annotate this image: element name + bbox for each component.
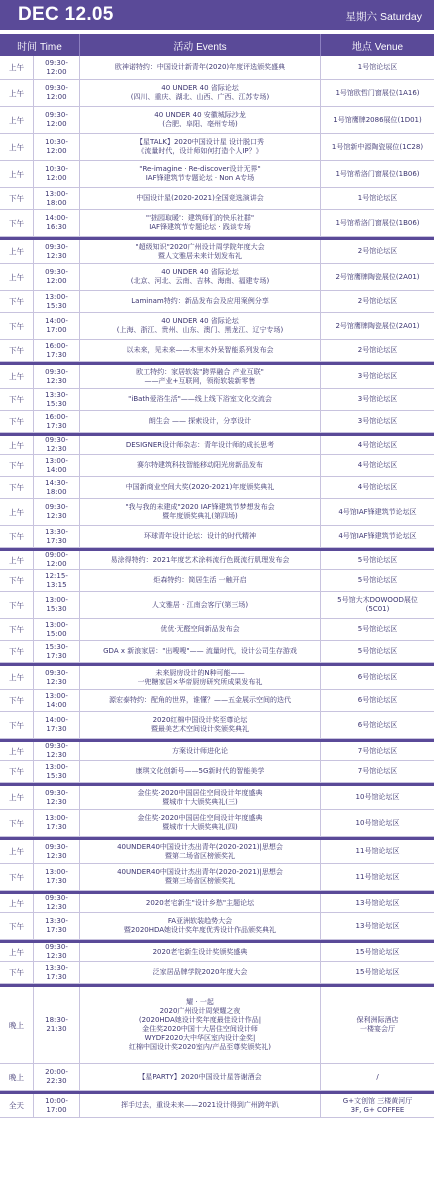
row-period: 下午	[0, 864, 34, 890]
table-row	[0, 570, 434, 592]
row-venue: 5号馆论坛区	[357, 555, 398, 564]
header-events: 活动 Events	[80, 34, 321, 56]
row-event: 人文雅居 · 江南会客厅(第三场)	[80, 592, 321, 618]
row-period: 晚上	[0, 1064, 34, 1090]
row-time: 16:00-17:30	[34, 411, 80, 432]
row-event: DESIGNER设计师杂志：青年设计师的成长思考	[80, 436, 321, 454]
row-period: 下午	[0, 712, 34, 738]
table-row	[0, 455, 434, 477]
row-period: 上午	[0, 499, 34, 525]
row-time: 13:00-17:30	[34, 810, 80, 836]
table-row	[0, 313, 434, 340]
row-venue: 2号馆鹰牌陶瓷展位(2A01)	[335, 272, 420, 281]
row-period: 下午	[0, 210, 34, 236]
row-event: "iBath爱浴生活"——线上线下浴室文化交流会	[80, 389, 321, 410]
table-row	[0, 526, 434, 548]
row-period: 上午	[0, 666, 34, 689]
row-event: FA亚洲软装趋势大会 暨2020HDA她设计奖年度优秀设计作品颁奖典礼	[80, 913, 321, 939]
row-venue: 11号馆论坛区	[355, 847, 400, 855]
table-row	[0, 389, 434, 411]
row-period: 下午	[0, 313, 34, 339]
table-row	[0, 134, 434, 161]
table-row	[0, 739, 434, 761]
row-venue: 1号馆论坛区	[357, 194, 398, 202]
row-time: 13:30-17:30	[34, 913, 80, 939]
row-period: 上午	[0, 107, 34, 133]
row-time: 13:00-14:00	[34, 690, 80, 711]
row-event: 易涂得特约：2021年度艺术涂料流行色既流行肌理发布会	[80, 551, 321, 569]
row-venue: 7号馆论坛区	[357, 767, 398, 775]
row-time: 09:30-12:30	[34, 436, 80, 454]
row-event: "Re-imagine · Re-discover设计无界" IAF锋建筑节专题论坛 · Non A专场	[80, 161, 321, 187]
row-time: 10:30-12:00	[34, 161, 80, 187]
table-row	[0, 592, 434, 619]
table-row	[0, 237, 434, 264]
row-time: 09:00-12:00	[34, 551, 80, 569]
row-venue: 3号馆论坛区	[357, 395, 398, 403]
table-row	[0, 891, 434, 913]
row-time: 13:00-17:30	[34, 864, 80, 890]
row-period: 下午	[0, 962, 34, 983]
date-title: DEC 12.05	[18, 4, 114, 25]
schedule-table-body	[0, 56, 434, 1118]
row-period: 晚上	[0, 987, 34, 1063]
row-time: 09:30-12:30	[34, 742, 80, 760]
row-period: 下午	[0, 641, 34, 662]
row-period: 上午	[0, 80, 34, 106]
row-venue: 5号馆论坛区	[357, 625, 398, 633]
row-time: 09:30-12:30	[34, 840, 80, 863]
row-venue: 5号馆大木DOWOOD展位 (5C01)	[337, 596, 418, 613]
row-venue: 5号馆论坛区	[357, 576, 398, 584]
row-venue: 10号馆论坛区	[355, 793, 400, 801]
table-row	[0, 619, 434, 641]
table-row	[0, 940, 434, 962]
row-event: 耀 · 一起 2020广州设计周荣耀之夜 (2020HDA她设计奖年度最佳设计作品| 金住奖2020中国十大居住空间设计师 WYDF2020大中华区室内设计金奖| 红棉中国设计奖2020室内/产品至尊奖颁奖礼)	[80, 987, 321, 1063]
row-period: 下午	[0, 913, 34, 939]
row-event: 赛尔特建筑科技智能移动阳光房新品发布	[80, 455, 321, 476]
row-period: 下午	[0, 526, 34, 547]
table-row	[0, 362, 434, 389]
table-row	[0, 864, 434, 891]
row-event: 金住奖·2020中国居住空间设计年度盛典 暨城市十大颁奖典礼(四)	[80, 810, 321, 836]
table-row	[0, 783, 434, 810]
row-time: 13:00-15:00	[34, 619, 80, 640]
table-row	[0, 56, 434, 80]
row-venue: 2号馆论坛区	[357, 247, 398, 255]
row-period: 上午	[0, 786, 34, 809]
row-venue: 6号馆论坛区	[357, 720, 398, 729]
row-period: 上午	[0, 742, 34, 760]
table-row	[0, 548, 434, 570]
row-time: 09:30-12:30	[34, 894, 80, 912]
row-time: 10:30-12:00	[34, 134, 80, 160]
row-venue: 4号馆IAF锋建筑节论坛区	[338, 532, 417, 540]
row-venue: 1号馆欧哲门窗展位(1A16)	[335, 88, 420, 97]
header-time: 时间 Time	[0, 34, 80, 56]
row-period: 上午	[0, 436, 34, 454]
row-time: 09:30-12:30	[34, 240, 80, 263]
row-venue: 13号馆论坛区	[355, 898, 400, 907]
row-event: 未来厨房设计的N种可能—— 一兜糖家居×华帝厨房研究所成果发布礼	[80, 666, 321, 689]
row-event: 40 UNDER 40 省际论坛 (上海、浙江、贵州、山东、澳门、黑龙江、辽宁专场)	[80, 313, 321, 339]
row-event: 2020老宅新生"设计乡愁"主题论坛	[80, 894, 321, 912]
row-period: 全天	[0, 1094, 34, 1117]
table-row	[0, 340, 434, 362]
row-time: 09:30-12:30	[34, 943, 80, 961]
row-venue: 1号馆新中源陶瓷展位(1C28)	[331, 142, 424, 151]
row-event: 金住奖·2020中国居住空间设计年度盛典 暨城市十大颁奖典礼(三)	[80, 786, 321, 809]
row-time: 13:30-17:30	[34, 526, 80, 547]
row-period: 上午	[0, 240, 34, 263]
table-row	[0, 433, 434, 455]
row-period: 下午	[0, 477, 34, 498]
row-venue: 4号馆论坛区	[357, 483, 398, 491]
row-period: 上午	[0, 840, 34, 863]
row-event: 中国设计星(2020-2021)全国竞选演讲会	[80, 188, 321, 209]
row-period: 上午	[0, 365, 34, 388]
table-row	[0, 962, 434, 984]
row-venue: 4号馆论坛区	[357, 440, 398, 449]
row-event: 2020红棉中国设计奖至尊论坛 暨最美艺术空间设计奖颁奖典礼	[80, 712, 321, 738]
row-venue: 15号馆论坛区	[355, 947, 400, 956]
table-row	[0, 161, 434, 188]
row-period: 上午	[0, 56, 34, 79]
row-venue: 3号馆论坛区	[357, 417, 398, 425]
row-period: 上午	[0, 161, 34, 187]
row-period: 下午	[0, 810, 34, 836]
row-event: 以未来，见未来——木里木外呆智能系列发布会	[80, 340, 321, 361]
row-period: 下午	[0, 570, 34, 591]
row-event: 环球青年设计论坛：设计的时代精神	[80, 526, 321, 547]
row-venue: 2号馆鹰牌陶瓷展位(2A01)	[335, 321, 420, 330]
row-time: 13:00-14:00	[34, 455, 80, 476]
row-time: 12:15-13:15	[34, 570, 80, 591]
row-venue: 13号馆论坛区	[355, 921, 400, 930]
row-event: 泛家居品牌学院2020年度大会	[80, 962, 321, 983]
table-row	[0, 264, 434, 291]
row-time: 09:30-12:30	[34, 666, 80, 689]
row-event: 欧神诺特约：中国设计新青年(2020)年度评选颁奖盛典	[80, 56, 321, 79]
row-event: 40 UNDER 40 省际论坛 (北京、河北、云南、吉林、海南、福建专场)	[80, 264, 321, 290]
table-row	[0, 188, 434, 210]
row-period: 上午	[0, 551, 34, 569]
row-time: 13:00-15:30	[34, 761, 80, 782]
row-time: 14:30-18:00	[34, 477, 80, 498]
row-time: 14:00-16:30	[34, 210, 80, 236]
table-row	[0, 1064, 434, 1091]
row-time: 13:00-15:30	[34, 592, 80, 618]
row-time: 14:00-17:00	[34, 313, 80, 339]
row-period: 上午	[0, 943, 34, 961]
row-time: 18:30-21:30	[34, 987, 80, 1063]
table-row	[0, 761, 434, 783]
row-event: 欧工特约：家居软装"跨界融合 产业互联" ——产业+互联网，领衔软装新零售	[80, 365, 321, 388]
table-row	[0, 837, 434, 864]
row-period: 下午	[0, 455, 34, 476]
row-time: 09:30-12:00	[34, 56, 80, 79]
row-event: 康琪文化创新号——5G新时代的智能美学	[80, 761, 321, 782]
row-venue: 6号馆论坛区	[357, 673, 398, 681]
row-time: 09:30-12:00	[34, 80, 80, 106]
row-event: 中国新商业空间大奖(2020-2021)年度颁奖典礼	[80, 477, 321, 498]
row-time: 10:00-17:00	[34, 1094, 80, 1117]
row-venue: 1号馆论坛区	[357, 63, 398, 71]
row-event: "我与我的未建成"2020 IAF锋建筑节梦想发布会 暨年度颁奖典礼(第四场)	[80, 499, 321, 525]
row-event: "超级知识"2020广州设计周学院年度大会 暨人文雅居未来计划发布礼	[80, 240, 321, 263]
row-venue: 2号馆论坛区	[357, 297, 398, 305]
row-event: 优优·无醛空间新品发布会	[80, 619, 321, 640]
row-time: 09:30-12:00	[34, 264, 80, 290]
table-row	[0, 984, 434, 1064]
row-event: 源宏泰特约：配角的世界，谁懂？——五金展示空间的迭代	[80, 690, 321, 711]
row-venue: 1号馆鹰牌2086展位(1D01)	[333, 115, 422, 124]
row-venue: 1号馆希洛门窗展位(1B06)	[335, 169, 420, 178]
table-row	[0, 641, 434, 663]
row-time: 14:00-17:30	[34, 712, 80, 738]
row-venue: 5号馆论坛区	[357, 647, 398, 655]
row-time: 13:00-18:00	[34, 188, 80, 209]
row-venue: 3号馆论坛区	[357, 372, 398, 380]
row-event: 40 UNDER 40 省际论坛 (四川、重庆、湖北、山西、广西、江苏专场)	[80, 80, 321, 106]
row-venue: 4号馆论坛区	[357, 461, 398, 469]
row-period: 上午	[0, 134, 34, 160]
row-event: 挥手过去，重设未来——2021设计得到广州跨年趴	[80, 1094, 321, 1117]
row-time: 09:30-12:30	[34, 499, 80, 525]
row-venue: 7号馆论坛区	[357, 746, 398, 755]
row-venue: 6号馆论坛区	[357, 696, 398, 704]
table-row	[0, 80, 434, 107]
table-row	[0, 291, 434, 313]
row-event: Laminam特约：新品发布会及应用案例分享	[80, 291, 321, 312]
row-venue: 保利洲际酒店 一楼宴会厅	[356, 1016, 399, 1033]
table-row	[0, 913, 434, 940]
row-period: 下午	[0, 340, 34, 361]
row-event: 40 UNDER 40 安徽城际沙龙 (合肥、阜阳、亳州专场)	[80, 107, 321, 133]
row-event: 方案设计师进化论	[80, 742, 321, 760]
table-header	[0, 33, 434, 56]
row-time: 20:00-22:30	[34, 1064, 80, 1090]
table-row	[0, 690, 434, 712]
row-period: 下午	[0, 690, 34, 711]
header-venue: 地点 Venue	[351, 41, 404, 53]
row-time: 15:30-17:30	[34, 641, 80, 662]
row-time: 13:30-17:30	[34, 962, 80, 983]
row-time: 09:30-12:30	[34, 786, 80, 809]
table-row	[0, 210, 434, 237]
row-time: 09:30-12:00	[34, 107, 80, 133]
row-time: 13:30-15:30	[34, 389, 80, 410]
row-venue: 2号馆论坛区	[357, 346, 398, 354]
row-event: 【星TALK】2020中国设计星 设计脱口秀 《流量时代，设计师如何打造个人IP？》	[80, 134, 321, 160]
row-event: 2020老宅新生设计奖颁奖盛典	[80, 943, 321, 961]
table-row	[0, 499, 434, 526]
row-venue: 4号馆IAF锋建筑节论坛区	[338, 507, 417, 516]
row-event: "'拙园取暖'：建筑师们的快乐社群" IAF锋建筑节专题论坛 · 践谈专场	[80, 210, 321, 236]
row-period: 下午	[0, 619, 34, 640]
row-time: 13:00-15:30	[34, 291, 80, 312]
table-row	[0, 663, 434, 690]
row-time: 16:00-17:30	[34, 340, 80, 361]
weekday-label: 星期六 Saturday	[345, 11, 422, 23]
row-event: 40UNDER40中国设计杰出青年(2020-2021)|思想会 暨第二场省区榜颁奖礼	[80, 840, 321, 863]
row-venue: 11号馆论坛区	[355, 872, 400, 881]
row-event: 炬森特约：简居生活 一触开启	[80, 570, 321, 591]
row-event: 40UNDER40中国设计杰出青年(2020-2021)|思想会 暨第三场省区榜颁奖礼	[80, 864, 321, 890]
row-period: 下午	[0, 761, 34, 782]
row-venue: 10号馆论坛区	[355, 818, 400, 827]
row-period: 下午	[0, 592, 34, 618]
row-event: GDA x 新浪家居："出嗖嗖"—— 流量时代，设计公司生存游戏	[80, 641, 321, 662]
row-period: 下午	[0, 389, 34, 410]
table-row	[0, 411, 434, 433]
table-row	[0, 1091, 434, 1118]
row-period: 下午	[0, 188, 34, 209]
row-time: 09:30-12:30	[34, 365, 80, 388]
row-event: 【星PARTY】2020中国设计星答谢酒会	[80, 1064, 321, 1090]
table-row	[0, 477, 434, 499]
row-venue: /	[376, 1072, 379, 1081]
row-period: 上午	[0, 894, 34, 912]
table-row	[0, 712, 434, 739]
date-banner	[0, 0, 434, 30]
table-row	[0, 107, 434, 134]
table-row	[0, 810, 434, 837]
row-event: 朗生会 —— 探索设计，分享设计	[80, 411, 321, 432]
row-venue: G+文创馆 三楼黄河厅 3F, G+ COFFEE	[342, 1096, 413, 1114]
row-period: 下午	[0, 411, 34, 432]
row-period: 下午	[0, 291, 34, 312]
row-venue: 1号馆希洛门窗展位(1B06)	[335, 218, 420, 227]
row-period: 上午	[0, 264, 34, 290]
row-venue: 15号馆论坛区	[355, 968, 400, 976]
